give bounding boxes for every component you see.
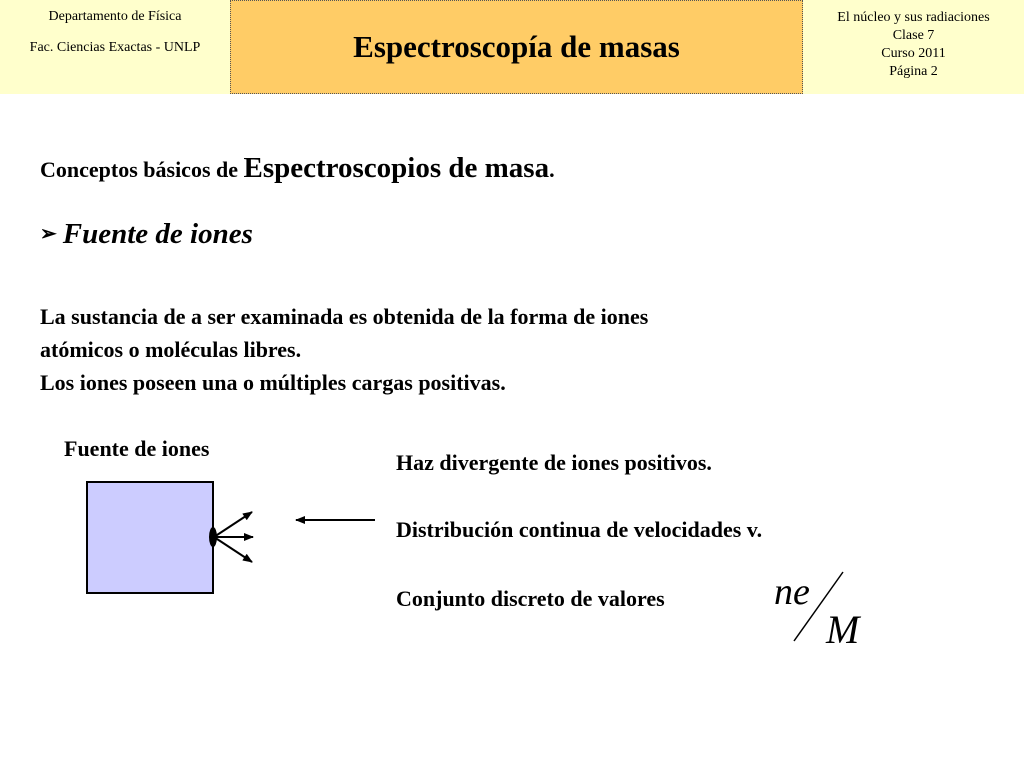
ratio-denominator: M <box>826 607 860 652</box>
charge-mass-ratio <box>768 568 878 652</box>
paragraph-charges: Los iones poseen una o múltiples cargas positivas. <box>40 370 506 395</box>
course-topic: El núcleo y sus radiaciones <box>837 10 990 25</box>
page-number: Página 2 <box>889 64 938 79</box>
beam-description: Haz divergente de iones positivos. <box>396 450 712 475</box>
beam-arrow-down <box>214 537 252 562</box>
subtitle-prefix: Conceptos básicos de <box>40 157 244 182</box>
arrow-bullet-icon: ➢ <box>40 223 57 245</box>
paragraph-line: La sustancia de a ser examinada es obtenida de la forma de iones <box>40 304 649 329</box>
course-year: Curso 2011 <box>881 46 946 61</box>
class-number: Clase 7 <box>892 28 935 43</box>
department-name: Departamento de Física <box>48 9 182 24</box>
ratio-numerator: ne <box>774 571 810 613</box>
page-title: Espectroscopía de masas <box>353 29 680 64</box>
velocity-description: Distribución continua de velocidades v. <box>396 517 763 542</box>
faculty-name: Fac. Ciencias Exactas - UNLP <box>29 40 201 55</box>
subtitle-main: Espectroscopios de masa <box>243 152 550 184</box>
paragraph-line: atómicos o moléculas libres. <box>40 337 302 362</box>
ion-source-label: Fuente de iones <box>64 436 210 461</box>
beam-arrow-up <box>214 512 252 537</box>
bullet-text: Fuente de iones <box>62 218 253 250</box>
values-description: Conjunto discreto de valores <box>396 586 665 611</box>
subtitle-suffix: . <box>549 157 555 182</box>
